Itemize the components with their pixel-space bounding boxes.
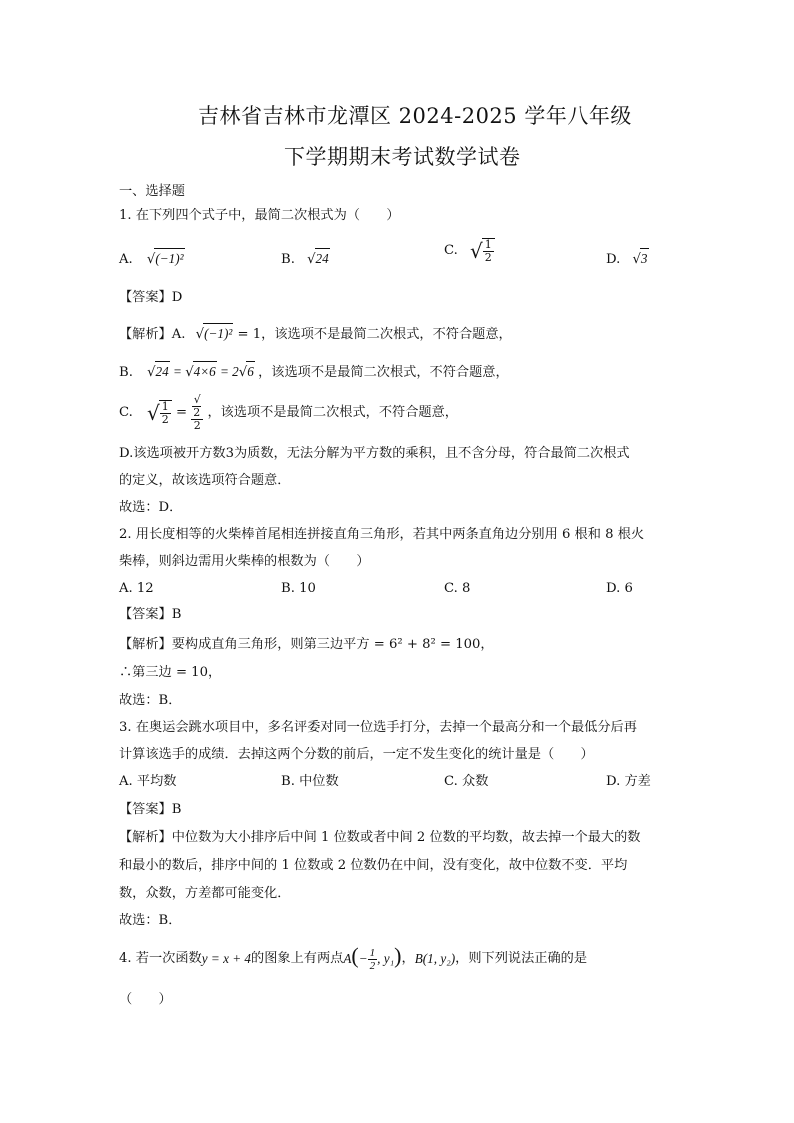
- question-1-explanation-b: [119, 361, 509, 383]
- option-d-expr: 3: [640, 248, 649, 269]
- question-4-suffix: ，则下列说法正确的是: [455, 951, 588, 967]
- question-2-explanation-line1: 【解析】要构成直角三角形，则第三边平方 = 6² + 8² = 100，: [119, 637, 494, 652]
- explanation-c-lhs: $\frac{1}{2}$: [159, 400, 172, 426]
- question-4-separator: ，: [401, 951, 415, 967]
- question-2-answer: 【答案】B: [119, 607, 182, 622]
- question-1-conclusion: 故选：D．: [119, 500, 183, 515]
- question-2-stem-line2: 柴棒，则斜边需用火柴棒的根数为（ ）: [119, 554, 370, 569]
- question-1-explanation-a: [119, 323, 512, 345]
- question-3-explanation-line2: 和最小的数后，排序中间的 1 位数或 2 位数仍在中间，没有变化，故中位数不变．平均: [119, 858, 628, 873]
- document-title-line1: 吉林省吉林市龙潭区 2024-2025 学年八年级: [198, 104, 632, 128]
- point-b: B(1, y₂): [414, 951, 456, 967]
- question-1-option-d: [606, 248, 649, 270]
- sqrt-icon: √: [185, 365, 194, 380]
- question-1-stem: 1. 在下列四个式子中，最简二次根式为（ ）: [119, 208, 400, 223]
- option-a-expr: (−1)²: [154, 248, 184, 269]
- question-3-option-b: B. 中位数: [281, 774, 339, 789]
- explanation-c-rhs: √ 2 2: [191, 394, 203, 432]
- section-heading: 一、选择题: [119, 184, 185, 199]
- sqrt-icon: √: [238, 365, 248, 380]
- question-4-function: y = x + 4: [201, 951, 252, 967]
- question-3-conclusion: 故选：B．: [119, 913, 182, 928]
- question-1-answer: 【答案】D: [119, 290, 183, 305]
- sqrt-icon: √: [195, 327, 205, 342]
- question-3-option-c: C. 众数: [444, 774, 489, 789]
- question-1-option-b: [281, 248, 330, 270]
- question-2-explanation-line2: ∴第三边 = 10，: [119, 665, 222, 680]
- question-3-explanation-line1: 【解析】中位数为大小排序后中间 1 位数或者中间 2 位数的平均数，故去掉一个最大的数: [119, 830, 641, 845]
- fraction-denominator: 2: [484, 251, 492, 264]
- fraction-numerator: 1: [484, 238, 492, 251]
- question-2-option-a: A. 12: [119, 581, 154, 596]
- explanation-label: B.: [119, 365, 133, 380]
- explanation-label: 【解析】A.: [119, 327, 186, 342]
- point-a: A(− $\frac{1}{2}$ , y₁): [343, 943, 402, 973]
- option-label: A.: [119, 252, 133, 267]
- question-3-answer: 【答案】B: [119, 802, 182, 817]
- question-3-option-a: A. 平均数: [119, 774, 177, 789]
- sqrt-icon: √: [147, 401, 160, 425]
- question-1-explanation-d-line1: D.该选项被开方数3为质数，无法分解为平方数的乘积，且不含分母，符合最简二次根式: [119, 446, 630, 461]
- explanation-b-formula: √24 = √4×6 = 2√6: [147, 364, 258, 379]
- question-1-option-a: [119, 248, 185, 270]
- explanation-a-radicand: (−1)²: [203, 323, 233, 344]
- question-2-option-c: C. 8: [444, 581, 471, 596]
- explanation-b-text: ，该选项不是最简二次根式，不符合题意，: [258, 365, 509, 380]
- option-label: C.: [444, 243, 458, 258]
- explanation-a-text: = 1，该选项不是最简二次根式，不符合题意，: [237, 327, 512, 342]
- question-2-option-b: B. 10: [281, 581, 316, 596]
- option-label: B.: [281, 252, 295, 267]
- question-2-conclusion: 故选：B．: [119, 693, 182, 708]
- question-3-stem-line1: 3. 在奥运会跳水项目中，多名评委对同一位选手打分，去掉一个最高分和一个最低分后再: [119, 720, 637, 735]
- question-4-stem-line1: [119, 943, 588, 973]
- question-3-option-d: D. 方差: [606, 774, 651, 789]
- question-1-explanation-d-line2: 的定义，故该选项符合题意．: [119, 473, 291, 488]
- question-3-explanation-line3: 数，众数，方差都可能变化．: [119, 886, 291, 901]
- option-label: D.: [606, 252, 621, 267]
- sqrt-icon: √: [307, 252, 316, 267]
- question-1-option-c: [444, 238, 495, 264]
- question-4-mid: 的图象上有两点: [251, 951, 344, 967]
- document-title-line2: 下学期期末考试数学试卷: [284, 145, 521, 169]
- question-4-stem-line2: （ ）: [119, 992, 172, 1007]
- question-1-explanation-c: C. √ $\frac{1}{2}$ = √ 2 2 ，该选项不是最简二次根式，不符合题意，: [119, 393, 458, 432]
- question-2-stem-line1: 2. 用长度相等的火柴棒首尾相连拼接直角三角形，若其中两条直角边分别用 6 根和 8 根火: [119, 527, 645, 542]
- explanation-c-text: ，该选项不是最简二次根式，不符合题意，: [207, 405, 458, 420]
- sqrt-icon: √: [146, 252, 156, 267]
- sqrt-icon: √: [632, 252, 641, 267]
- question-4-prefix: 4. 若一次函数: [119, 951, 202, 967]
- sqrt-icon: √: [147, 365, 156, 380]
- question-2-option-d: D. 6: [606, 581, 633, 596]
- sqrt-icon: √: [470, 239, 483, 263]
- option-b-expr: 24: [315, 248, 330, 269]
- option-c-fraction: [482, 238, 495, 264]
- explanation-label: C.: [119, 405, 133, 420]
- question-3-stem-line2: 计算该选手的成绩．去掉这两个分数的前后，一定不发生变化的统计量是（ ）: [119, 747, 594, 762]
